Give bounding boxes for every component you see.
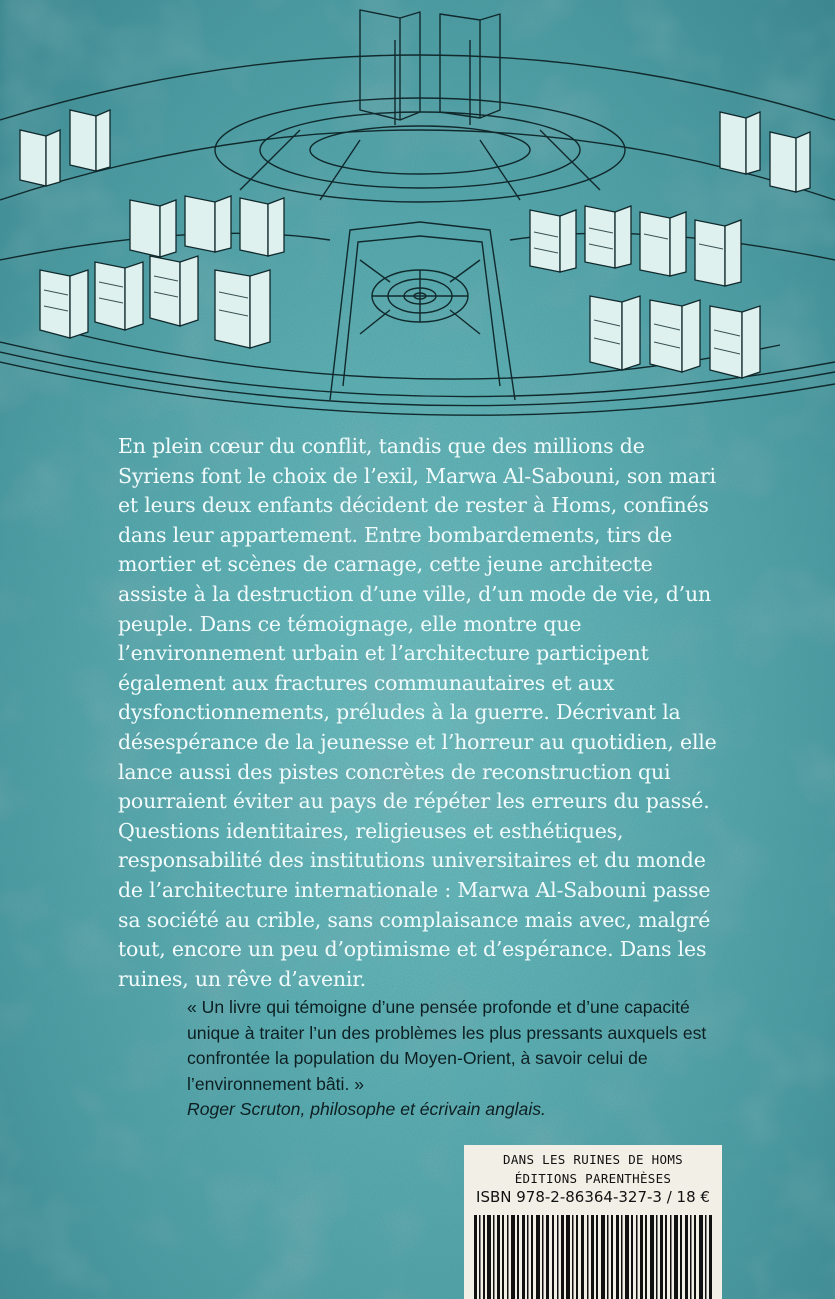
city-sketch-icon xyxy=(0,0,835,425)
quote-text: « Un livre qui témoigne d’une pensée profonde et d’une capacité unique à traiter l’un des problèmes les plus pressants auxquels est confrontée la population du Moyen-Orient, à savoir celui de l’environnement bâti. » xyxy=(187,997,707,1094)
endorsement-quote xyxy=(187,995,747,1123)
quote-attribution: Roger Scruton, philosophe et écrivain anglais. xyxy=(187,1099,546,1119)
publisher-label: ÉDITIONS PARENTHÈSES xyxy=(514,1171,672,1186)
barcode-icon xyxy=(474,1215,712,1299)
back-cover-blurb: En plein cœur du conflit, tandis que des millions de Syriens font le choix de l’exil, Marwa Al-Sabouni, son mari et leurs deux enfants décident de rester à Homs, confinés dans leur appartement. Entre bombardements, tirs de mortier et scènes de carnage, cette jeune architecte assiste à la destruction d’une ville, d’un mode de vie, d’un peuple. Dans ce témoignage, elle montre que l’environnement urbain et l’architecture participent également aux fractures communautaires et aux dysfonctionnements, préludes à la guerre. Décrivant la désespérance de la jeunesse et l’horreur au quotidien, elle lance aussi des pistes concrètes de reconstruction qui pourraient éviter au pays de répéter les erreurs du passé. Questions identitaires, religieuses et esthétiques, responsabilité des institutions universitaires et du monde de l’architecture internationale : Marwa Al-Sabouni passe sa société au crible, sans complaisance mais avec, malgré tout, encore un peu d’optimisme et d’espérance. Dans les ruines, un rêve d’avenir. xyxy=(118,434,717,991)
isbn-price-label: ISBN 978-2-86364-327-3 / 18 € xyxy=(476,1188,710,1206)
isbn-panel xyxy=(464,1145,722,1299)
book-title-label: DANS LES RUINES DE HOMS xyxy=(503,1152,683,1167)
